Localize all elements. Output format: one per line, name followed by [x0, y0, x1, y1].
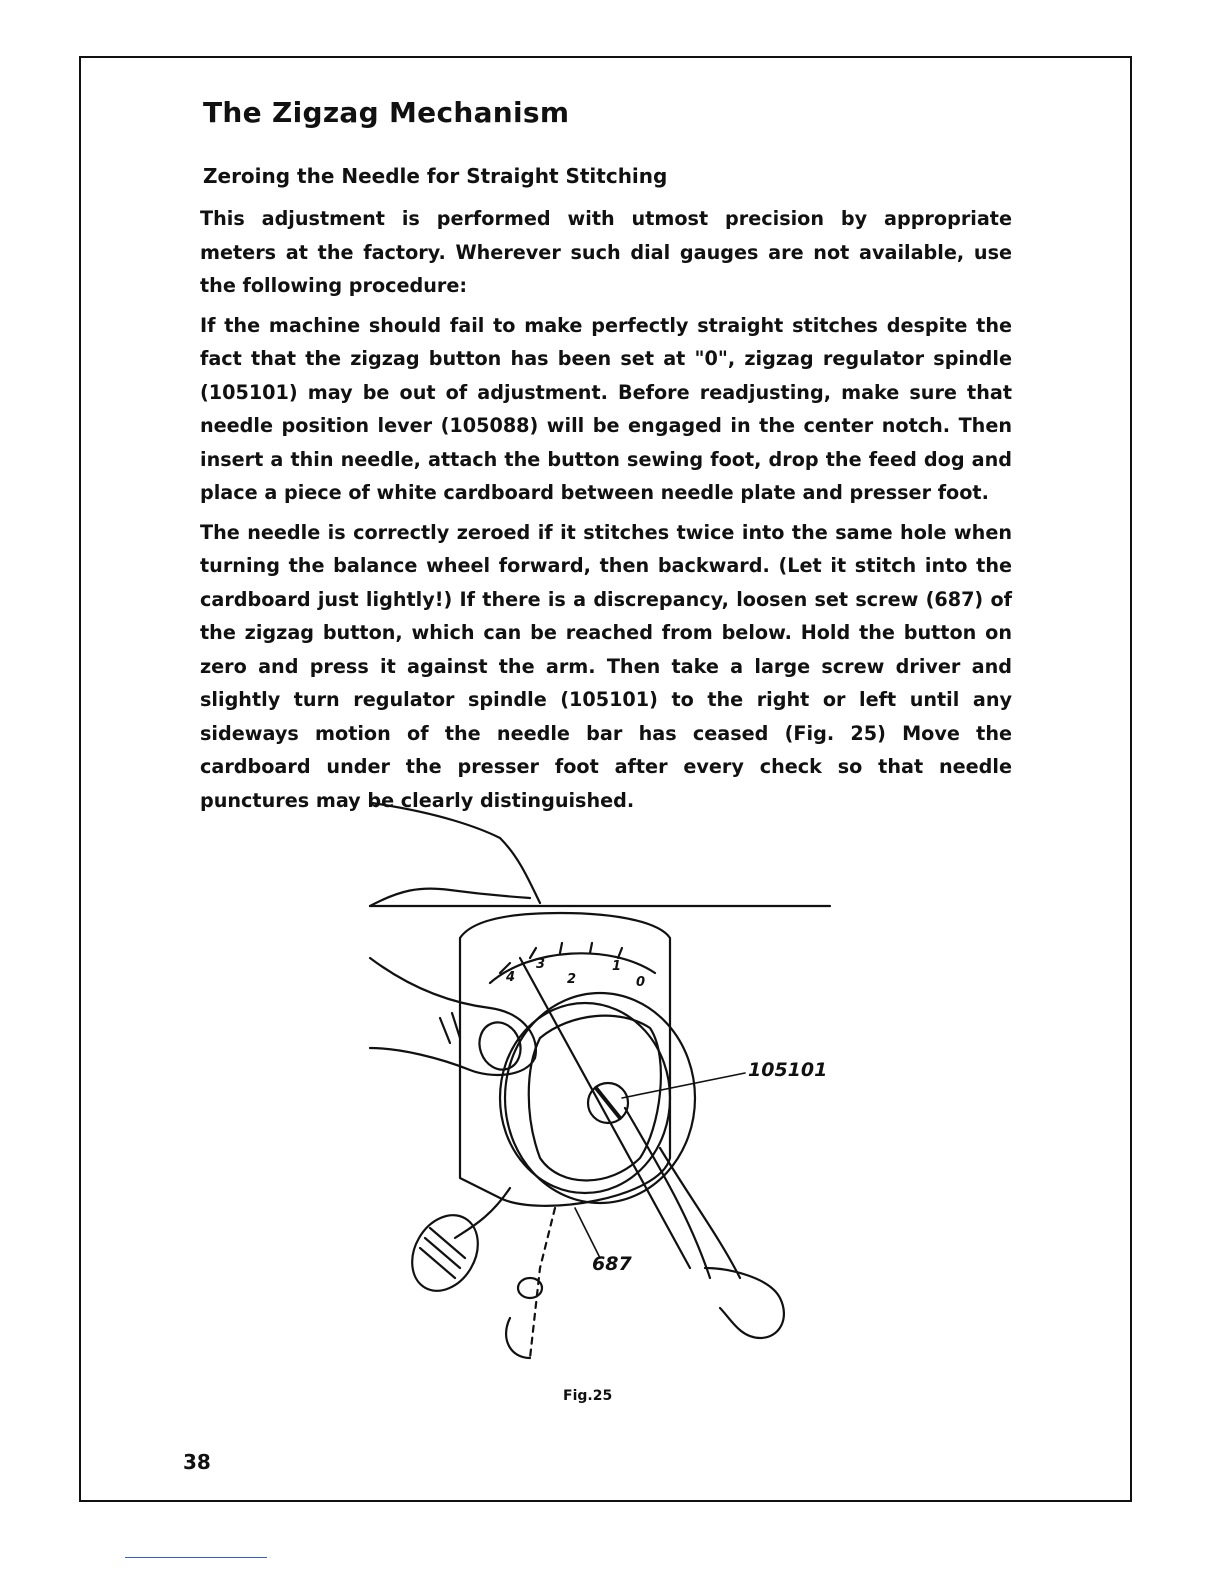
hand-outline-mid [370, 889, 530, 906]
housing-plate [460, 913, 670, 1206]
screwdriver-handle [705, 1268, 784, 1338]
dial-mark: 4 [506, 970, 516, 985]
paragraph-procedure: The needle is correctly zeroed if it stitches twice into the same hole when turning the balance wheel forward, then backward. (Let it stitch into the cardboard just lightly!) If there is a discrepancy, loosen set screw (687) of the zigzag button, which can be reached from below. Hold the button on zero and press it against the arm. Then take a large screw driver and slightly turn regulator spindle (105101) to the right or left until any sideways motion of the needle bar has ceased (Fig. 25) Move the cardboard under the presser foot after every check so that needle punctures may be clearly distinguished. [200, 520, 1012, 812]
zigzag-button-disc [505, 993, 695, 1203]
dial-mark: 1 [612, 959, 622, 974]
dial-mark: 2 [567, 972, 577, 987]
hand-outline-top [372, 803, 540, 903]
zigzag-mechanism-illustration [360, 798, 840, 1388]
figure-zigzag-button [360, 798, 840, 1388]
figure-caption: Fig.25 [563, 1388, 613, 1404]
label-spindle-105101: 105101 [748, 1059, 828, 1081]
screwdriver-blade [520, 958, 690, 1268]
footer-rule [125, 1557, 267, 1558]
section-subtitle: Zeroing the Needle for Straight Stitching [203, 164, 668, 188]
leader-687 [575, 1208, 600, 1258]
leader-105101 [622, 1073, 745, 1098]
label-set-screw-687: 687 [592, 1253, 632, 1275]
dial-mark: 0 [636, 975, 646, 990]
page-number: 38 [183, 1450, 211, 1474]
lever-knob [399, 1203, 491, 1302]
button-grip [529, 1016, 661, 1181]
paragraph-intro: This adjustment is performed with utmost precision by appropriate meters at the factory. Wherever such dial gauges are not available, use the following procedure: [200, 207, 1012, 297]
paragraph-condition: If the machine should fail to make perfectly straight stitches despite the fact that the zigzag button has been set at "0", zigzag regulator spindle (105101) may be out of adjustment. Before readjusting, make sure that needle position lever (105088) will be engaged in the center notch. Then insert a thin needle, attach the button sewing foot, drop the feed dog and place a piece of white cardboard between needle plate and presser foot. [200, 313, 1012, 504]
body-text [200, 202, 1012, 823]
page-title: The Zigzag Mechanism [203, 96, 570, 129]
dial-mark: 3 [536, 957, 546, 972]
